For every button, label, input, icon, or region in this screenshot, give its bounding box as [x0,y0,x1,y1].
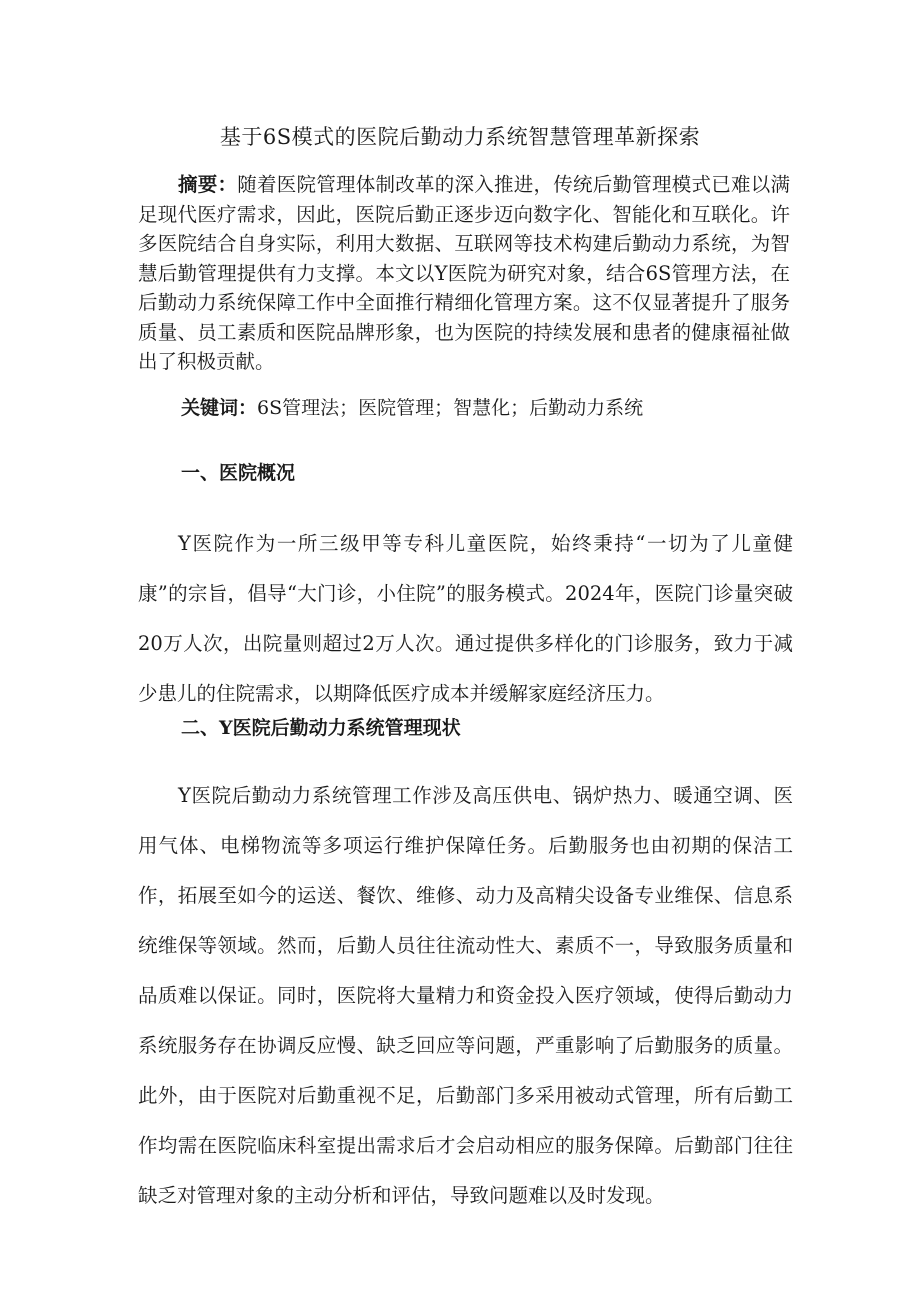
keywords-text: 6S管理法；医院管理；智慧化；后勤动力系统 [257,397,644,419]
document-title: 基于6S模式的医院后勤动力系统智慧管理革新探索 [219,125,701,149]
abstract-text: 随着医院管理体制改革的深入推进，传统后勤管理模式已难以满足现代医疗需求，因此，医院后勤正逐步迈向数字化、智能化和互联化。许多医院结合自身实际，利用大数据、互联网等技术构建后勤动力系统，为智慧后勤管理提供有力支撑。本文以Y医院为研究对象，结合6S管理方法，在后勤动力系统保障工作中全面推行精细化管理方案。这不仅显著提升了服务质量、员工素质和医院品牌形象，也为医院的持续发展和患者的健康福祉做出了积极贡献。 [138,173,790,373]
section-heading-status: 二、Y医院后勤动力系统管理现状 [181,717,461,739]
abstract-block [138,170,790,377]
section-heading-overview: 一、医院概况 [181,462,296,484]
section-paragraph-overview: Y医院作为一所三级甲等专科儿童医院，始终秉持“一切为了儿童健康”的宗旨，倡导“大门诊，小住院”的服务模式。2024年，医院门诊量突破20万人次，出院量则超过2万人次。通过提供多样化的门诊服务，致力于减少患儿的住院需求，以期降低医疗成本并缓解家庭经济压力。 [138,532,793,705]
section-paragraph-status: Y医院后勤动力系统管理工作涉及高压供电、锅炉热力、暖通空调、医用气体、电梯物流等多项运行维护保障任务。后勤服务也由初期的保洁工作，拓展至如今的运送、餐饮、维修、动力及高精尖设备专业维保、信息系统维保等领域。然而，后勤人员往往流动性大、素质不一，导致服务质量和品质难以保证。同时，医院将大量精力和资金投入医疗领域，使得后勤动力系统服务存在协调反应慢、缺乏回应等问题，严重影响了后勤服务的质量。此外，由于医院对后勤重视不足，后勤部门多采用被动式管理，所有后勤工作均需在医院临床科室提出需求后才会启动相应的服务保障。后勤部门往往缺乏对管理对象的主动分析和评估，导致问题难以及时发现。 [138,784,793,1207]
abstract-label: 摘要： [178,173,238,196]
keywords-block [181,393,801,423]
keywords-label: 关键词： [181,397,258,419]
